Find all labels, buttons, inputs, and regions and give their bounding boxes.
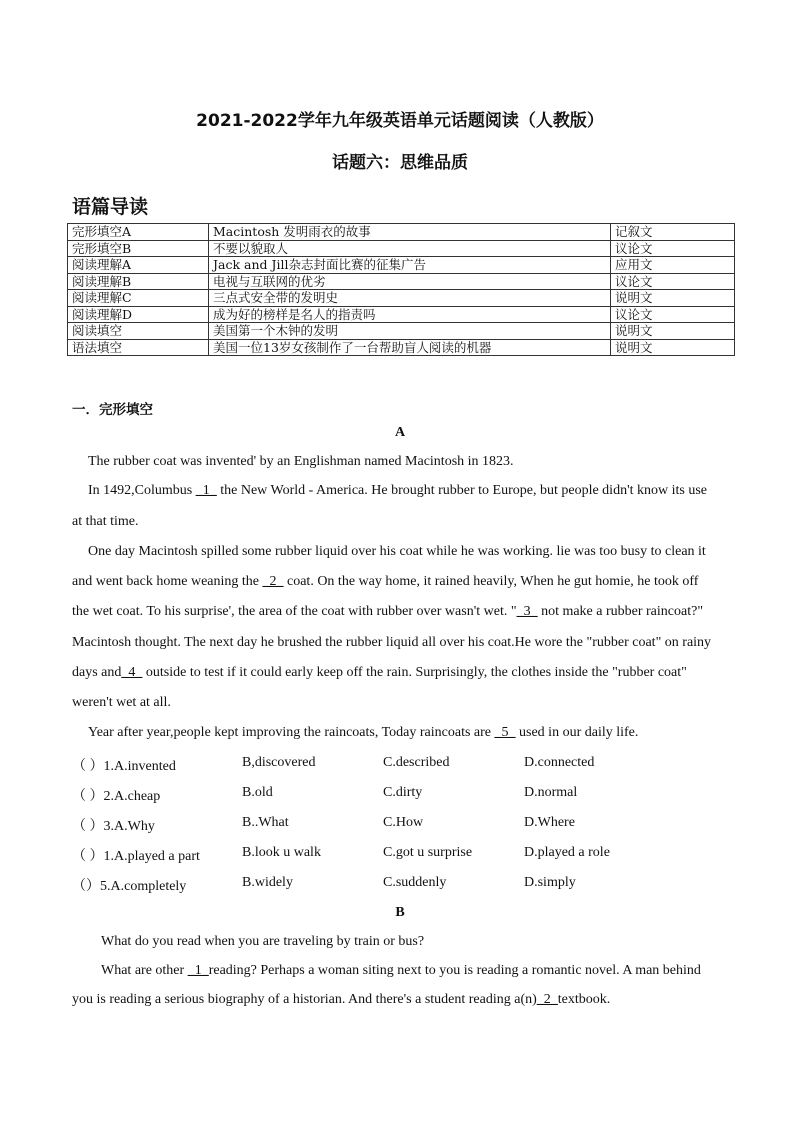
overview-row [68, 290, 735, 307]
paragraph-line [101, 963, 701, 979]
overview-cell-section: 语法填空 [68, 339, 209, 356]
passage-label-b: B [395, 905, 405, 920]
overview-row [68, 240, 735, 257]
overview-cell-section: 阅读理解D [68, 306, 209, 323]
question-option-c: C.got u surprise [383, 845, 473, 860]
paragraph-line [88, 725, 638, 741]
overview-cell-genre: 说明文 [611, 339, 735, 356]
overview-cell-genre: 说明文 [611, 323, 735, 340]
overview-row [68, 273, 735, 290]
overview-cell-section: 完形填空A [68, 224, 209, 241]
overview-cell-topic: 电视与互联网的优劣 [209, 273, 611, 290]
blank-5: _5_ [494, 725, 516, 740]
overview-row [68, 323, 735, 340]
overview-cell-section: 阅读填空 [68, 323, 209, 340]
overview-cell-genre: 应用文 [611, 257, 735, 274]
text-run: In 1492,Columbus [88, 483, 196, 498]
page-title: 2021-2022学年九年级英语单元话题阅读（人教版） [196, 111, 604, 131]
text-run: used in our daily life. [515, 725, 639, 740]
question-option-d: D.connected [524, 755, 595, 770]
overview-cell-topic: 三点式安全带的发明史 [209, 290, 611, 307]
overview-cell-genre: 议论文 [611, 306, 735, 323]
question-option-c: C.suddenly [383, 875, 447, 890]
overview-cell-genre: 说明文 [611, 290, 735, 307]
question-option-a: （ ）2.A.cheap [72, 789, 161, 804]
overview-cell-genre: 议论文 [611, 240, 735, 257]
overview-cell-topic: 成为好的榜样是名人的指责吗 [209, 306, 611, 323]
overview-cell-section: 完形填空B [68, 240, 209, 257]
text-run: outside to test if it could early keep off the rain. Surprisingly, the clothes inside the "rubber coat" [142, 665, 687, 680]
blank-b1: _1_ [187, 963, 209, 978]
text-run: What are other [101, 963, 188, 978]
overview-row [68, 257, 735, 274]
text-run: and went back home weaning the [72, 574, 263, 589]
paragraph-line [72, 665, 687, 681]
text-run: the wet coat. To his surprise', the area of the coat with rubber over wasn't wet. " [72, 604, 517, 619]
overview-cell-genre: 议论文 [611, 273, 735, 290]
paragraph-line [72, 635, 711, 651]
question-option-b: B.old [242, 785, 273, 800]
paragraph-line [88, 483, 707, 499]
question-option-a: （ ）1.A.played a part [72, 849, 200, 864]
overview-table [67, 223, 735, 356]
paragraph-line [72, 514, 138, 530]
text-run: at that time. [72, 514, 139, 529]
question-option-a: （ ）1.A.invented [72, 759, 176, 774]
overview-cell-genre: 记叙文 [611, 224, 735, 241]
question-option-c: C.described [383, 755, 450, 770]
overview-cell-topic: 不要以貌取人 [209, 240, 611, 257]
text-run: days and [72, 665, 122, 680]
passage-label-a: A [394, 425, 406, 440]
question-option-b: B,discovered [242, 755, 316, 770]
paragraph-line [72, 992, 610, 1008]
text-run: the New World - America. He brought rubber to Europe, but people didn't know its use [216, 483, 707, 498]
blank-3: _3_ [516, 604, 538, 619]
text-run: reading? Perhaps a woman siting next to you is reading a romantic novel. A man behind [208, 963, 701, 978]
paragraph-line [101, 934, 424, 950]
page-subtitle: 话题六：思维品质 [332, 153, 468, 173]
paragraph-line [72, 695, 171, 711]
question-option-d: D.Where [524, 815, 575, 830]
question-option-c: C.dirty [383, 785, 423, 800]
paragraph-line [72, 574, 698, 590]
question-option-d: D.played a role [524, 845, 610, 860]
overview-cell-topic: Jack and Jill杂志封面比赛的征集广告 [209, 257, 611, 274]
overview-row [68, 224, 735, 241]
question-option-a: （ ）3.A.Why [72, 819, 155, 834]
overview-cell-topic: 美国第一个木钟的发明 [209, 323, 611, 340]
text-run: Year after year,people kept improving the raincoats, Today raincoats are [88, 725, 495, 740]
overview-cell-topic: 美国一位13岁女孩制作了一台帮助盲人阅读的机器 [209, 339, 611, 356]
blank-1: _1_ [195, 483, 217, 498]
question-option-b: B..What [242, 815, 289, 830]
overview-row [68, 339, 735, 356]
text-run: The rubber coat was invented' by an Englishman named Macintosh in 1823. [88, 454, 514, 469]
text-run: weren't wet at all. [72, 695, 171, 710]
question-option-b: B.look u walk [242, 845, 321, 860]
overview-cell-section: 阅读理解A [68, 257, 209, 274]
paragraph-line [88, 454, 514, 470]
question-option-b: B.widely [242, 875, 293, 890]
blank-4: _4_ [121, 665, 143, 680]
text-run: textbook. [557, 992, 611, 1007]
blank-2: _2_ [262, 574, 284, 589]
overview-row [68, 306, 735, 323]
overview-cell-section: 阅读理解C [68, 290, 209, 307]
part-heading-cloze: 一．完形填空 [72, 402, 153, 418]
text-run: not make a rubber raincoat?" [537, 604, 704, 619]
text-run: you is reading a serious biography of a historian. And there's a student reading a(n) [72, 992, 537, 1007]
question-option-a: （）5.A.completely [72, 879, 187, 894]
text-run: coat. On the way home, it rained heavily, When he gut homie, he took off [283, 574, 699, 589]
text-run: Macintosh thought. The next day he brushed the rubber liquid all over his coat.He wore the "rubber coat" on rainy [72, 635, 712, 650]
text-run: What do you read when you are traveling by train or bus? [101, 934, 425, 949]
overview-heading: 语篇导读 [72, 196, 149, 218]
question-option-d: D.simply [524, 875, 576, 890]
question-option-d: D.normal [524, 785, 578, 800]
overview-cell-section: 阅读理解B [68, 273, 209, 290]
blank-b2: _2_ [536, 992, 558, 1007]
paragraph-line [88, 544, 706, 560]
paragraph-line [72, 604, 703, 620]
overview-cell-topic: Macintosh 发明雨衣的故事 [209, 224, 611, 241]
question-option-c: C.How [383, 815, 424, 830]
text-run: One day Macintosh spilled some rubber liquid over his coat while he was working. lie was too busy to clean it [88, 544, 706, 559]
